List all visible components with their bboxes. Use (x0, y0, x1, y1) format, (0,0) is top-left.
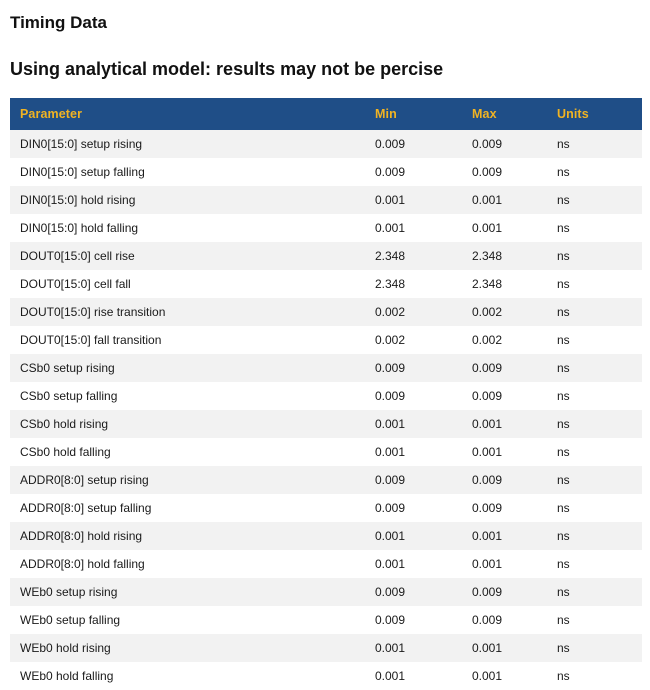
cell-parameter: CSb0 setup falling (10, 382, 365, 410)
table-row (10, 522, 642, 550)
table-row (10, 438, 642, 466)
cell-units: ns (547, 186, 642, 214)
table-row (10, 410, 642, 438)
cell-max: 0.001 (462, 634, 547, 662)
cell-min: 0.009 (365, 354, 462, 382)
cell-min: 0.001 (365, 522, 462, 550)
cell-max: 0.001 (462, 550, 547, 578)
cell-min: 0.001 (365, 186, 462, 214)
cell-parameter: DOUT0[15:0] fall transition (10, 326, 365, 354)
cell-parameter: WEb0 setup falling (10, 606, 365, 634)
table-header-row (10, 98, 642, 130)
cell-max: 0.009 (462, 130, 547, 158)
table-row (10, 242, 642, 270)
model-note: Using analytical model: results may not be percise (10, 59, 444, 79)
cell-max: 0.009 (462, 354, 547, 382)
cell-max: 0.009 (462, 466, 547, 494)
cell-parameter: DOUT0[15:0] cell rise (10, 242, 365, 270)
cell-max: 0.001 (462, 662, 547, 690)
cell-max: 0.002 (462, 298, 547, 326)
cell-units: ns (547, 298, 642, 326)
cell-parameter: CSb0 setup rising (10, 354, 365, 382)
cell-units: ns (547, 522, 642, 550)
cell-min: 0.001 (365, 438, 462, 466)
table-row (10, 130, 642, 158)
cell-parameter: DOUT0[15:0] cell fall (10, 270, 365, 298)
column-header-parameter: Parameter (10, 98, 365, 130)
cell-min: 0.002 (365, 326, 462, 354)
cell-min: 0.009 (365, 578, 462, 606)
cell-parameter: ADDR0[8:0] setup rising (10, 466, 365, 494)
table-row (10, 326, 642, 354)
cell-units: ns (547, 578, 642, 606)
cell-units: ns (547, 466, 642, 494)
cell-max: 0.009 (462, 578, 547, 606)
cell-max: 0.009 (462, 158, 547, 186)
cell-units: ns (547, 410, 642, 438)
table-row (10, 550, 642, 578)
cell-min: 0.001 (365, 662, 462, 690)
cell-parameter: WEb0 setup rising (10, 578, 365, 606)
column-header-units: Units (547, 98, 642, 130)
table-header (10, 98, 642, 130)
column-header-min: Min (365, 98, 462, 130)
cell-parameter: DIN0[15:0] hold rising (10, 186, 365, 214)
table-body (10, 130, 642, 690)
cell-units: ns (547, 158, 642, 186)
cell-max: 0.009 (462, 382, 547, 410)
cell-units: ns (547, 550, 642, 578)
cell-min: 0.009 (365, 130, 462, 158)
cell-units: ns (547, 242, 642, 270)
cell-min: 0.001 (365, 550, 462, 578)
cell-max: 0.001 (462, 438, 547, 466)
cell-units: ns (547, 326, 642, 354)
cell-min: 0.001 (365, 410, 462, 438)
cell-parameter: CSb0 hold falling (10, 438, 365, 466)
cell-max: 2.348 (462, 242, 547, 270)
table-row (10, 270, 642, 298)
table-row (10, 634, 642, 662)
cell-max: 0.001 (462, 214, 547, 242)
cell-parameter: CSb0 hold rising (10, 410, 365, 438)
cell-min: 0.001 (365, 214, 462, 242)
cell-min: 0.001 (365, 634, 462, 662)
timing-data-table (10, 98, 642, 690)
cell-parameter: DIN0[15:0] setup rising (10, 130, 365, 158)
cell-min: 0.009 (365, 494, 462, 522)
cell-max: 2.348 (462, 270, 547, 298)
column-header-max: Max (462, 98, 547, 130)
cell-units: ns (547, 634, 642, 662)
table-row (10, 186, 642, 214)
cell-min: 0.009 (365, 158, 462, 186)
cell-parameter: ADDR0[8:0] setup falling (10, 494, 365, 522)
cell-max: 0.009 (462, 606, 547, 634)
cell-parameter: WEb0 hold falling (10, 662, 365, 690)
table-row (10, 578, 642, 606)
cell-units: ns (547, 662, 642, 690)
cell-units: ns (547, 270, 642, 298)
table-row (10, 354, 642, 382)
cell-units: ns (547, 606, 642, 634)
cell-max: 0.001 (462, 186, 547, 214)
table-row (10, 158, 642, 186)
cell-units: ns (547, 382, 642, 410)
cell-parameter: DOUT0[15:0] rise transition (10, 298, 365, 326)
cell-max: 0.001 (462, 522, 547, 550)
cell-max: 0.009 (462, 494, 547, 522)
cell-units: ns (547, 494, 642, 522)
cell-min: 2.348 (365, 242, 462, 270)
cell-min: 0.009 (365, 466, 462, 494)
cell-min: 2.348 (365, 270, 462, 298)
cell-parameter: DIN0[15:0] setup falling (10, 158, 365, 186)
cell-max: 0.002 (462, 326, 547, 354)
table-row (10, 382, 642, 410)
table-row (10, 466, 642, 494)
cell-min: 0.009 (365, 606, 462, 634)
table-row (10, 662, 642, 690)
cell-max: 0.001 (462, 410, 547, 438)
cell-parameter: ADDR0[8:0] hold rising (10, 522, 365, 550)
cell-units: ns (547, 130, 642, 158)
cell-parameter: ADDR0[8:0] hold falling (10, 550, 365, 578)
page-title: Timing Data (10, 13, 107, 32)
cell-units: ns (547, 438, 642, 466)
table-row (10, 298, 642, 326)
table-row (10, 494, 642, 522)
table-row (10, 214, 642, 242)
cell-min: 0.002 (365, 298, 462, 326)
cell-min: 0.009 (365, 382, 462, 410)
cell-units: ns (547, 354, 642, 382)
cell-units: ns (547, 214, 642, 242)
cell-parameter: WEb0 hold rising (10, 634, 365, 662)
table-row (10, 606, 642, 634)
cell-parameter: DIN0[15:0] hold falling (10, 214, 365, 242)
